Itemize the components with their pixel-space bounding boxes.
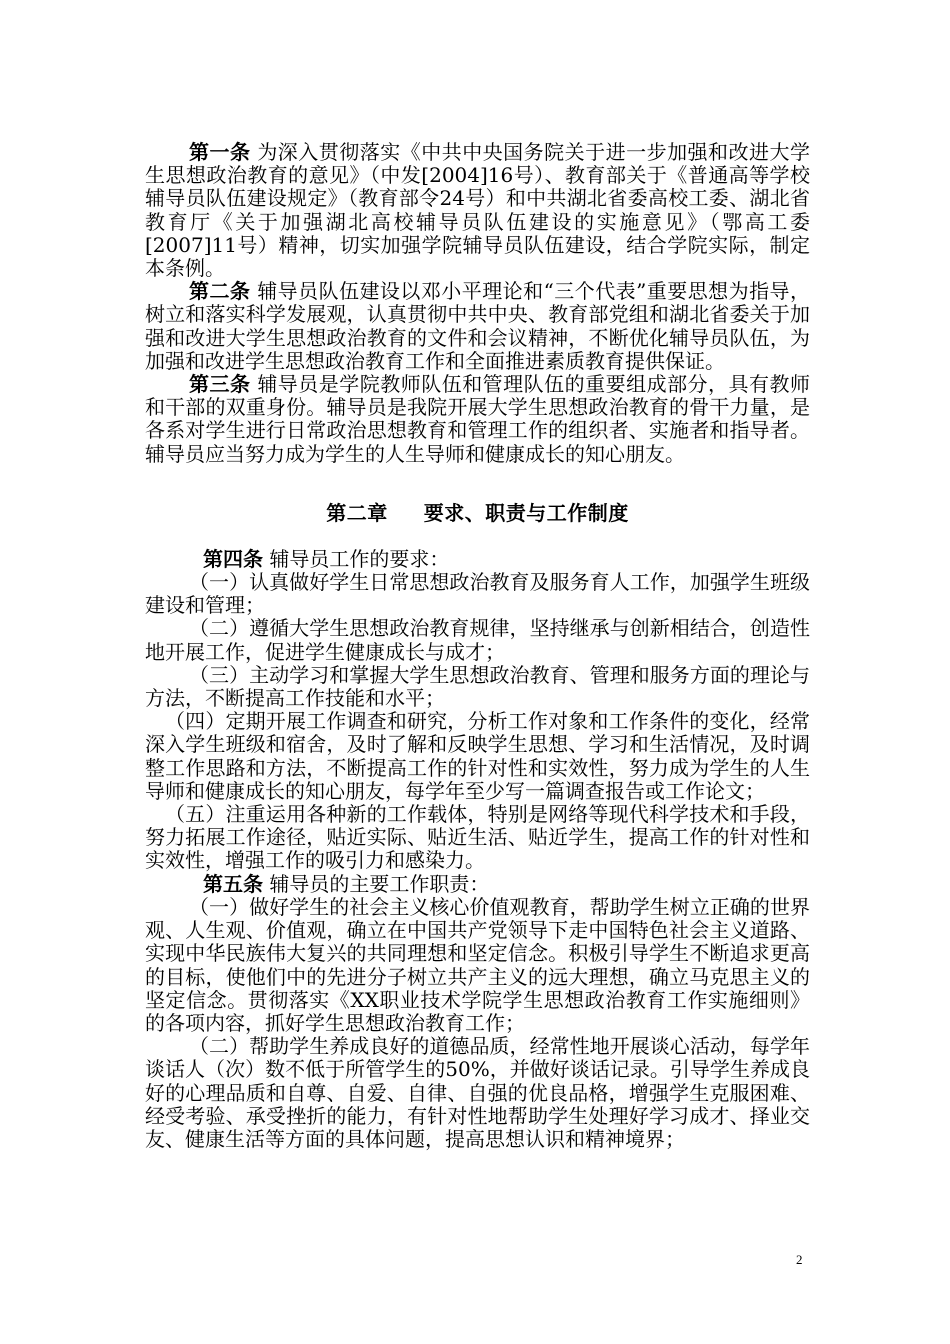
article-text: 辅导员队伍建设以邓小平理论和“三个代表”重要思想为指导，树立和落实科学发展观，认真贯彻中共中央、教育部党组和湖北省委关于加强和改进大学生思想政治教育的文件和会议精神，不断优化辅导员队伍，为加强和改进学生思想政治教育工作和全面推进素质教育提供保证。 xyxy=(145,279,810,373)
article-2 xyxy=(145,280,810,373)
article-label: 第三条 xyxy=(189,372,251,397)
article-3 xyxy=(145,373,810,466)
article-text: 为深入贯彻落实《中共中央国务院关于进一步加强和改进大学生思想政治教育的意见》（中发[2004]16号）、教育部关于《普通高等学校辅导员队伍建设规定》（教育部令24号）和中共湖北省委高校工委、湖北省教育厅《关于加强湖北高校辅导员队伍建设的实施意见》（鄂高工委[2007]11号）精神，切实加强学院辅导员队伍建设，结合学院实际，制定本条例。 xyxy=(145,140,811,281)
article-4-item-4: （四）定期开展工作调查和研究，分析工作对象和工作条件的变化，经常深入学生班级和宿舍，及时了解和反映学生思想、学习和生活情况，及时调整工作思路和方法，不断提高工作的针对性和实效性，努力成为学生的人生导师和健康成长的知心朋友，每学年至少写一篇调查报告或工作论文； xyxy=(145,709,810,803)
article-4 xyxy=(145,548,810,571)
article-label: 第五条 xyxy=(203,871,263,896)
article-4-item-3: （三）主动学习和掌握大学生思想政治教育、管理和服务方面的理论与方法，不断提高工作技能和水平； xyxy=(145,662,810,711)
article-label: 第二条 xyxy=(189,279,251,304)
article-text: 辅导员是学院教师队伍和管理队伍的重要组成部分，具有教师和干部的双重身份。辅导员是我院开展大学生思想政治教育的骨干力量，是各系对学生进行日常政治思想教育和管理工作的组织者、实施者和指导者。辅导员应当努力成为学生的人生导师和健康成长的知心朋友。 xyxy=(145,372,811,466)
chapter-title: 要求、职责与工作制度 xyxy=(423,500,629,525)
article-5-item-2: （二）帮助学生养成良好的道德品质，经常性地开展谈心活动，每学年谈话人（次）数不低于所管学生的50%，并做好谈话记录。引导学生养成良好的心理品质和自尊、自爱、自律、自强的优良品格，增强学生克服困难、经受考验、承受挫折的能力，有针对性地帮助学生处理好学习成才、择业交友、健康生活等方面的具体问题，提高思想认识和精神境界； xyxy=(145,1034,810,1151)
article-1 xyxy=(145,141,810,280)
article-4-item-2: （二）遵循大学生思想政治教育规律，坚持继承与创新相结合，创造性地开展工作，促进学生健康成长与成才； xyxy=(145,616,810,664)
article-text: 辅导员的主要工作职责： xyxy=(263,871,490,896)
article-5 xyxy=(145,873,810,896)
article-label: 第四条 xyxy=(203,546,263,571)
body-text xyxy=(145,141,810,1151)
chapter-heading xyxy=(145,501,810,525)
article-4-item-1: （一）认真做好学生日常思想政治教育及服务育人工作，加强学生班级建设和管理； xyxy=(145,570,810,618)
article-label: 第一条 xyxy=(189,140,251,164)
article-text: 辅导员工作的要求： xyxy=(263,546,450,571)
page-number: 2 xyxy=(796,1252,803,1267)
chapter-number: 第二章 xyxy=(326,500,388,525)
article-4-item-5: （五）注重运用各种新的工作载体，特别是网络等现代科学技术和手段，努力拓展工作途径，贴近实际、贴近生活、贴近学生，提高工作的针对性和实效性，增强工作的吸引力和感染力。 xyxy=(145,802,810,873)
article-5-item-1: （一）做好学生的社会主义核心价值观教育，帮助学生树立正确的世界观、人生观、价值观，确立在中国共产党领导下走中国特色社会主义道路、实现中华民族伟大复兴的共同理想和坚定信念。积极引导学生不断追求更高的目标，使他们中的先进分子树立共产主义的远大理想，确立马克思主义的坚定信念。贯彻落实《XX职业技术学院学生思想政治教育工作实施细则》的各项内容，抓好学生思想政治教育工作； xyxy=(145,894,810,1035)
